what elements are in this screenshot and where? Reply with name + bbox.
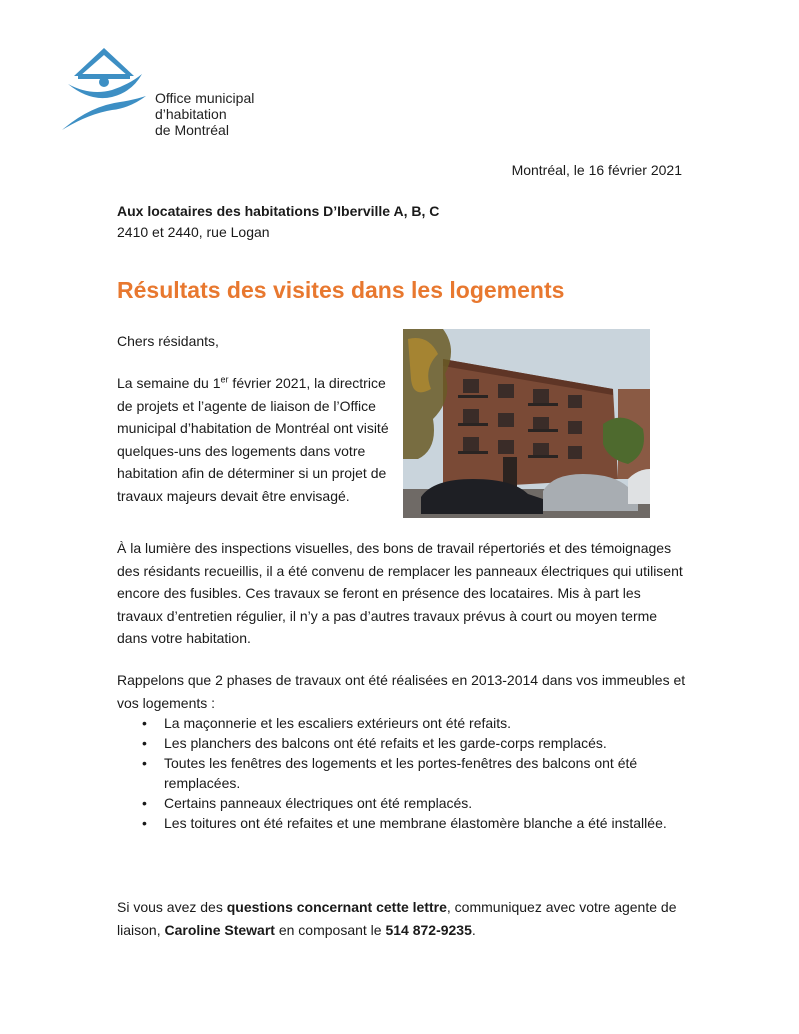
contact-bold-questions: questions concernant cette lettre — [226, 899, 447, 915]
paragraph-past-work: Rappelons que 2 phases de travaux ont été réalisées en 2013-2014 dans vos immeubles et vos logements : — [117, 672, 686, 711]
contact-text-4: . — [471, 922, 476, 938]
list-item — [140, 733, 685, 753]
bullet-icon: • — [142, 755, 147, 771]
greeting: Chers résidants, — [117, 333, 219, 349]
letter-date: Montréal, le 16 février 2021 — [511, 162, 682, 178]
list-item — [140, 813, 685, 833]
recipient-line-2: 2410 et 2440, rue Logan — [117, 224, 270, 240]
bullet-icon: • — [142, 715, 147, 731]
contact-phone-number: 514 872-9235 — [385, 922, 472, 938]
logo-line-2: d’habitation — [155, 106, 227, 122]
list-item-text: Les toitures ont été refaites et une membrane élastomère blanche a été installée. — [164, 815, 667, 831]
paragraph-conclusion: À la lumière des inspections visuelles, des bons de travail répertoriés et des témoignages des résidants recueillis, il a été convenu de remplacer les panneaux électriques qui utilisent encore des fusibles. Ces travaux se feront en présence des locataires. Mis à part les travaux d’entretien régulier, il n’y a pas d’autres travaux prévus à court ou moyen terme dans votre habitation. — [117, 540, 683, 647]
para1-rest: février 2021, la directrice de projets et l’agente de liaison de l’Office municipal d’habitation de Montréal ont visité quelques-uns des logements dans votre habitation afin de déterminer si un projet de travaux majeurs devait être envisagé. — [117, 375, 389, 504]
list-item-text: Toutes les fenêtres des logements et les portes-fenêtres des balcons ont été remplacées. — [164, 755, 638, 791]
contact-agent-name: Caroline Stewart — [164, 922, 275, 938]
list-item — [140, 793, 685, 813]
para1-start: La semaine du 1 — [117, 375, 221, 391]
logo-wordmark — [155, 90, 254, 138]
list-item-text: Les planchers des balcons ont été refaits et les garde-corps remplacés. — [164, 735, 607, 751]
recipient-line-1: Aux locataires des habitations D’Iberville A, B, C — [117, 203, 440, 219]
list-item-text: Certains panneaux électriques ont été remplacés. — [164, 795, 473, 811]
building-photo — [403, 329, 650, 518]
contact-text-2: , communiquez avec votre agente de liaison, — [117, 899, 677, 938]
list-item-text: La maçonnerie et les escaliers extérieurs ont été refaits. — [164, 715, 512, 731]
recipient-block — [117, 201, 439, 243]
logo-line-3: de Montréal — [155, 122, 229, 138]
contact-text-3: en composant le — [274, 922, 386, 938]
list-item — [140, 713, 685, 733]
para1-superscript: er — [220, 374, 229, 385]
logo-swoosh-lower — [62, 96, 146, 130]
list-item — [140, 753, 685, 793]
letter-title: Résultats des visites dans les logements — [117, 277, 565, 303]
logo-head-shape — [99, 77, 109, 87]
logo-roof-shape — [74, 48, 134, 76]
contact-text-1: Si vous avez des — [117, 899, 227, 915]
contact-paragraph — [117, 896, 697, 942]
logo-line-1: Office municipal — [155, 90, 255, 106]
past-work-list — [140, 713, 685, 833]
bullet-icon: • — [142, 815, 147, 831]
bullet-icon: • — [142, 795, 147, 811]
paragraph-visit — [117, 372, 397, 508]
bullet-icon: • — [142, 735, 147, 751]
